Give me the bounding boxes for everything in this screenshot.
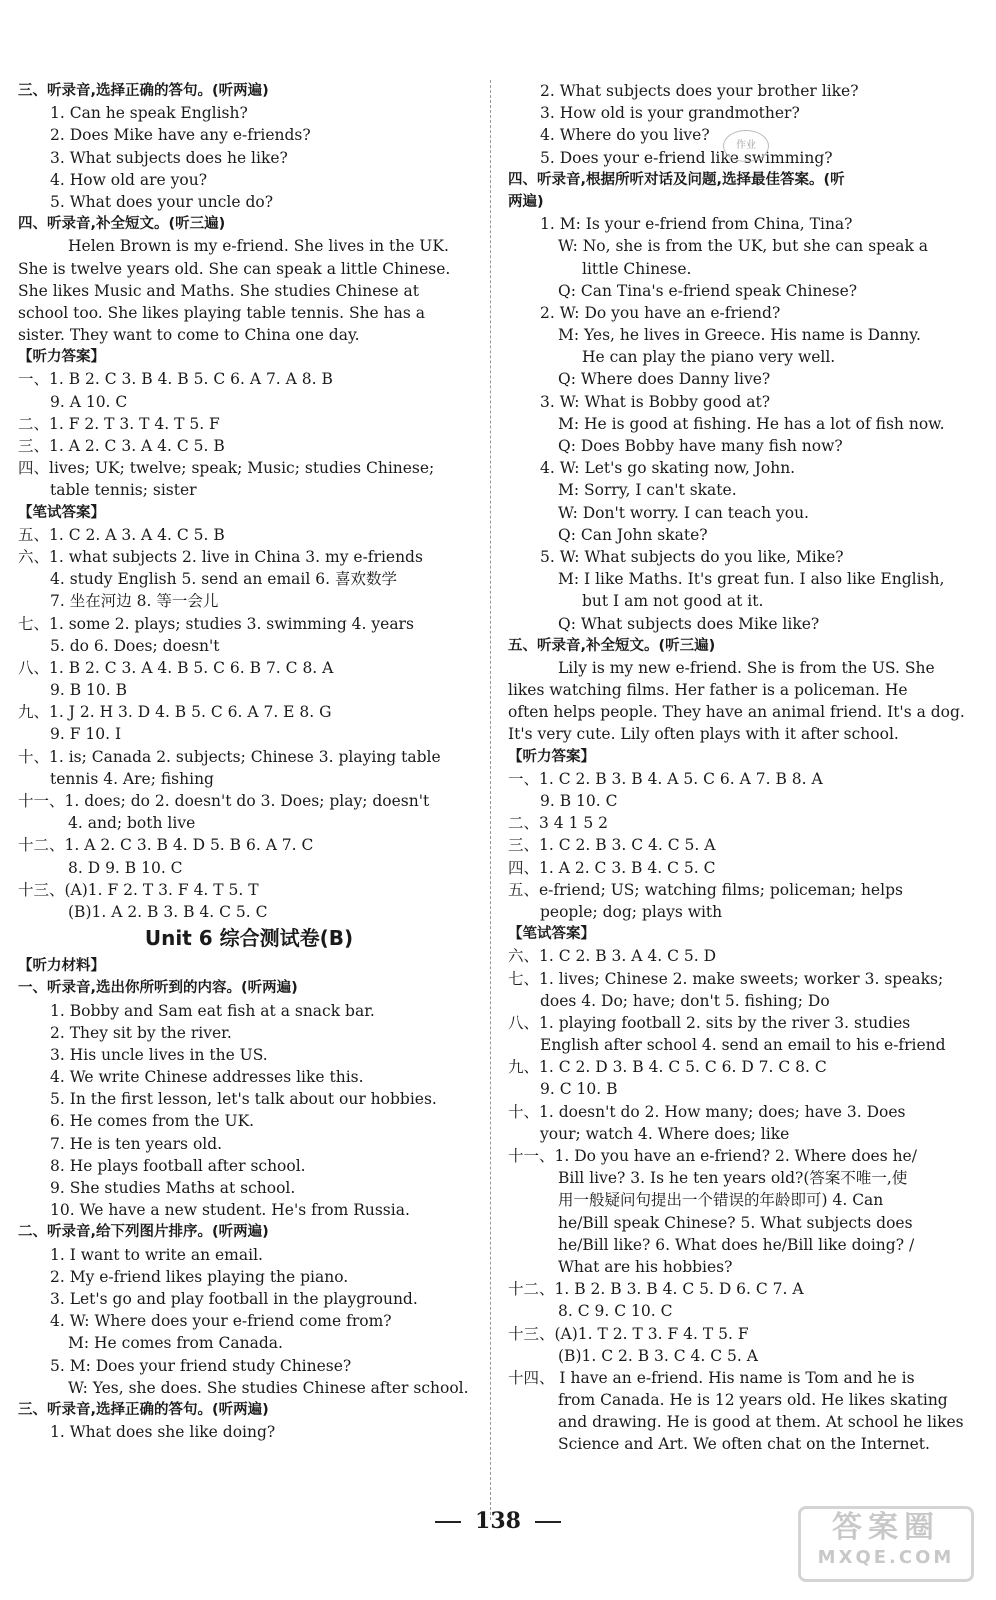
text-line: (B)1. A 2. B 3. B 4. C 5. C	[68, 902, 268, 921]
right-column	[508, 80, 978, 1456]
text-line: tennis 4. Are; fishing	[50, 769, 214, 788]
text-line: (B)1. C 2. B 3. C 4. C 5. A	[558, 1346, 758, 1365]
text-line: 八、1. playing football 2. sits by the river 3. studies	[508, 1013, 911, 1032]
section-heading: 二、听录音,给下列图片排序。(听两遍)	[18, 1224, 269, 1241]
text-line: W: Yes, she does. She studies Chinese after school.	[68, 1378, 469, 1397]
text-line: 2. They sit by the river.	[50, 1023, 232, 1042]
text-line: 2. What subjects does your brother like?	[540, 82, 859, 100]
text-line: 2. W: Do you have an e-friend?	[540, 303, 781, 322]
section-heading: 【笔试答案】	[508, 926, 595, 943]
text-line: 九、1. J 2. H 3. D 4. B 5. C 6. A 7. E 8. G	[18, 703, 332, 722]
text-line: 三、1. A 2. C 3. A 4. C 5. B	[18, 437, 225, 455]
text-line: 9. C 10. B	[540, 1080, 618, 1099]
text-line: Q: Can John skate?	[558, 525, 708, 544]
text-line: 5. What does your uncle do?	[50, 192, 274, 211]
text-line: 4. How old are you?	[50, 170, 208, 189]
text-line: Lily is my new e-friend. She is from the US. She	[558, 658, 935, 677]
section-heading: 三、听录音,选择正确的答句。(听两遍)	[18, 1401, 269, 1418]
text-line: M: I like Maths. It's great fun. I also like English,	[558, 570, 945, 589]
watermark-logo-text: 答案圈	[832, 1510, 940, 1545]
text-line: 8. D 9. B 10. C	[68, 858, 183, 877]
text-line: 1. What does she like doing?	[50, 1423, 276, 1442]
section-heading: 一、听录音,选出你所听到的内容。(听两遍)	[18, 980, 298, 997]
text-line: 4. study English 5. send an email 6. 喜欢数学	[50, 570, 397, 589]
text-line: 四、lives; UK; twelve; speak; Music; studies Chinese;	[18, 459, 435, 478]
page-number-text: 138	[475, 1508, 521, 1534]
text-line: 5. W: What subjects do you like, Mike?	[540, 547, 844, 566]
text-line: Q: Does Bobby have many fish now?	[558, 437, 843, 455]
text-line: 1. M: Is your e-friend from China, Tina?	[540, 215, 853, 234]
section-heading: 四、听录音,根据所听对话及问题,选择最佳答案。(听	[508, 171, 845, 188]
text-line: English after school 4. send an email to his e-friend	[540, 1036, 946, 1055]
text-line: school too. She likes playing table tennis. She has a	[18, 303, 425, 322]
text-line: he/Bill like? 6. What does he/Bill like doing? /	[558, 1235, 915, 1254]
unit-title: Unit 6 综合测试卷(B)	[144, 926, 354, 951]
text-line: 十、1. is; Canada 2. subjects; Chinese 3. playing table	[18, 747, 441, 766]
text-line: M: Yes, he lives in Greece. His name is Danny.	[558, 326, 921, 345]
section-heading: 【听力答案】	[508, 748, 595, 765]
text-line: 5. M: Does your friend study Chinese?	[50, 1356, 352, 1375]
text-line: She is twelve years old. She can speak a little Chinese.	[18, 259, 451, 278]
text-line: W: Don't worry. I can teach you.	[558, 503, 809, 522]
section-heading: 四、听录音,补全短文。(听三遍)	[18, 216, 226, 233]
text-line: 9. A 10. C	[50, 392, 128, 411]
section-heading: 三、听录音,选择正确的答句。(听两遍)	[18, 83, 269, 99]
section-heading: 【笔试答案】	[18, 504, 105, 521]
text-line: from Canada. He is 12 years old. He likes skating	[558, 1391, 948, 1410]
text-line: does 4. Do; have; don't 5. fishing; Do	[540, 991, 830, 1010]
text-line: 十一、1. Do you have an e-friend? 2. Where does he/	[508, 1147, 917, 1165]
text-line: little Chinese.	[582, 259, 692, 278]
text-line: 四、1. A 2. C 3. B 4. C 5. C	[508, 858, 716, 877]
text-line: 三、1. C 2. B 3. C 4. C 5. A	[508, 836, 716, 855]
text-line: 4. and; both live	[68, 814, 196, 833]
section-heading: 五、听录音,补全短文。(听三遍)	[508, 637, 716, 654]
site-watermark	[798, 1506, 974, 1582]
text-line: 六、1. C 2. B 3. A 4. C 5. D	[508, 947, 717, 966]
text-line: likes watching films. Her father is a policeman. He	[508, 681, 908, 700]
text-line: 十二、1. A 2. C 3. B 4. D 5. B 6. A 7. C	[18, 836, 314, 855]
text-line: 1. Can he speak English?	[50, 104, 248, 123]
text-line: M: Sorry, I can't skate.	[558, 481, 737, 500]
text-line: sister. They want to come to China one day.	[18, 326, 360, 345]
text-line: 4. Where do you live?	[540, 126, 710, 145]
text-line: 5. In the first lesson, let's talk about our hobbies.	[50, 1090, 437, 1109]
text-line: often helps people. They have an animal friend. It's a dog.	[508, 703, 965, 722]
text-line: 10. We have a new student. He's from Russia.	[50, 1201, 410, 1220]
text-line: 9. B 10. B	[50, 681, 128, 700]
text-line: 七、1. lives; Chinese 2. make sweets; worker 3. speaks;	[508, 969, 944, 988]
text-line: 2. My e-friend likes playing the piano.	[50, 1267, 349, 1286]
text-line: 十三、(A)1. T 2. T 3. F 4. T 5. F	[508, 1324, 749, 1343]
text-line: 八、1. B 2. C 3. A 4. B 5. C 6. B 7. C 8. A	[18, 658, 334, 677]
text-line: Bill live? 3. Is he ten years old?(答案不唯一,使	[558, 1169, 908, 1188]
text-line: 6. He comes from the UK.	[50, 1112, 255, 1131]
text-line: he/Bill speak Chinese? 5. What subjects does	[558, 1213, 913, 1232]
text-line: 二、3 4 1 5 2	[508, 814, 609, 833]
homework-stamp: 作业	[723, 130, 769, 162]
text-line: 4. We write Chinese addresses like this.	[50, 1068, 364, 1087]
column-divider	[490, 80, 492, 1520]
text-line: 五、e-friend; US; watching films; policeman; helps	[508, 880, 903, 899]
text-line: Helen Brown is my e-friend. She lives in the UK.	[68, 237, 449, 256]
text-line: and drawing. He is good at them. At school he likes	[558, 1413, 964, 1432]
text-line: He can play the piano very well.	[582, 348, 836, 367]
text-line: 4. W: Where does your e-friend come from?	[50, 1312, 392, 1331]
text-line: 3. Let's go and play football in the playground.	[50, 1289, 418, 1308]
text-line: 4. W: Let's go skating now, John.	[540, 459, 796, 478]
text-line: It's very cute. Lily often plays with it after school.	[508, 725, 899, 744]
text-line: 一、1. B 2. C 3. B 4. B 5. C 6. A 7. A 8. B	[18, 370, 333, 389]
text-line: She likes Music and Maths. She studies Chinese at	[18, 281, 419, 300]
text-line: 9. She studies Maths at school.	[50, 1179, 296, 1197]
text-line: Q: Can Tina's e-friend speak Chinese?	[558, 281, 858, 300]
text-line: Q: Where does Danny live?	[558, 370, 771, 389]
text-line: 十三、(A)1. F 2. T 3. F 4. T 5. T	[18, 880, 259, 899]
text-line: 九、1. C 2. D 3. B 4. C 5. C 6. D 7. C 8. C	[508, 1058, 827, 1077]
text-line: W: No, she is from the UK, but she can speak a	[558, 237, 929, 256]
text-line: 3. His uncle lives in the US.	[50, 1045, 268, 1064]
text-line: your; watch 4. Where does; like	[540, 1124, 790, 1143]
left-column	[18, 80, 480, 1443]
section-heading: 【听力材料】	[18, 958, 105, 975]
text-line: 7. 坐在河边 8. 等一会儿	[50, 592, 219, 611]
text-line: 1. Bobby and Sam eat fish at a snack bar.	[50, 1001, 375, 1020]
text-line: 五、1. C 2. A 3. A 4. C 5. B	[18, 525, 225, 544]
text-line: 9. F 10. I	[50, 725, 122, 744]
text-line: 8. He plays football after school.	[50, 1156, 306, 1175]
text-line: 8. C 9. C 10. C	[558, 1302, 673, 1321]
text-line: 六、1. what subjects 2. live in China 3. my e-friends	[18, 547, 423, 566]
text-line: 9. B 10. C	[540, 792, 618, 810]
text-line: 7. He is ten years old.	[50, 1134, 223, 1153]
text-line: M: He comes from Canada.	[68, 1334, 283, 1353]
text-line: 十一、1. does; do 2. doesn't do 3. Does; play; doesn't	[18, 792, 430, 810]
text-line: people; dog; plays with	[540, 902, 723, 921]
text-line: Q: What subjects does Mike like?	[558, 614, 820, 633]
text-line: 3. W: What is Bobby good at?	[540, 392, 771, 411]
text-line: What are his hobbies?	[558, 1257, 733, 1276]
text-line: 十、1. doesn't do 2. How many; does; have 3. Does	[508, 1102, 906, 1121]
watermark-url-text: MXQE.COM	[817, 1547, 955, 1568]
text-line: Science and Art. We often chat on the Internet.	[558, 1435, 930, 1454]
text-line: 一、1. C 2. B 3. B 4. A 5. C 6. A 7. B 8. A	[508, 769, 823, 788]
section-heading: 两遍)	[508, 193, 544, 210]
text-line: 3. What subjects does he like?	[50, 148, 288, 167]
text-line: but I am not good at it.	[582, 592, 764, 611]
text-line: M: He is good at fishing. He has a lot of fish now.	[558, 414, 945, 433]
text-line: 3. How old is your grandmother?	[540, 104, 800, 123]
text-line: table tennis; sister	[50, 481, 197, 500]
text-line: 七、1. some 2. plays; studies 3. swimming 4. years	[18, 614, 414, 633]
text-line: 5. Does your e-friend like swimming?	[540, 148, 833, 167]
text-line: 二、1. F 2. T 3. T 4. T 5. F	[18, 414, 220, 433]
text-line: 十二、1. B 2. B 3. B 4. C 5. D 6. C 7. A	[508, 1280, 804, 1299]
section-heading: 【听力答案】	[18, 349, 105, 366]
text-line: 十四、 I have an e-friend. His name is Tom and he is	[508, 1368, 915, 1387]
text-line: 用一般疑问句提出一个错误的年龄即可) 4. Can	[558, 1191, 884, 1210]
text-line: 1. I want to write an email.	[50, 1245, 263, 1264]
text-line: 5. do 6. Does; doesn't	[50, 636, 220, 655]
text-line: 2. Does Mike have any e-friends?	[50, 126, 311, 145]
